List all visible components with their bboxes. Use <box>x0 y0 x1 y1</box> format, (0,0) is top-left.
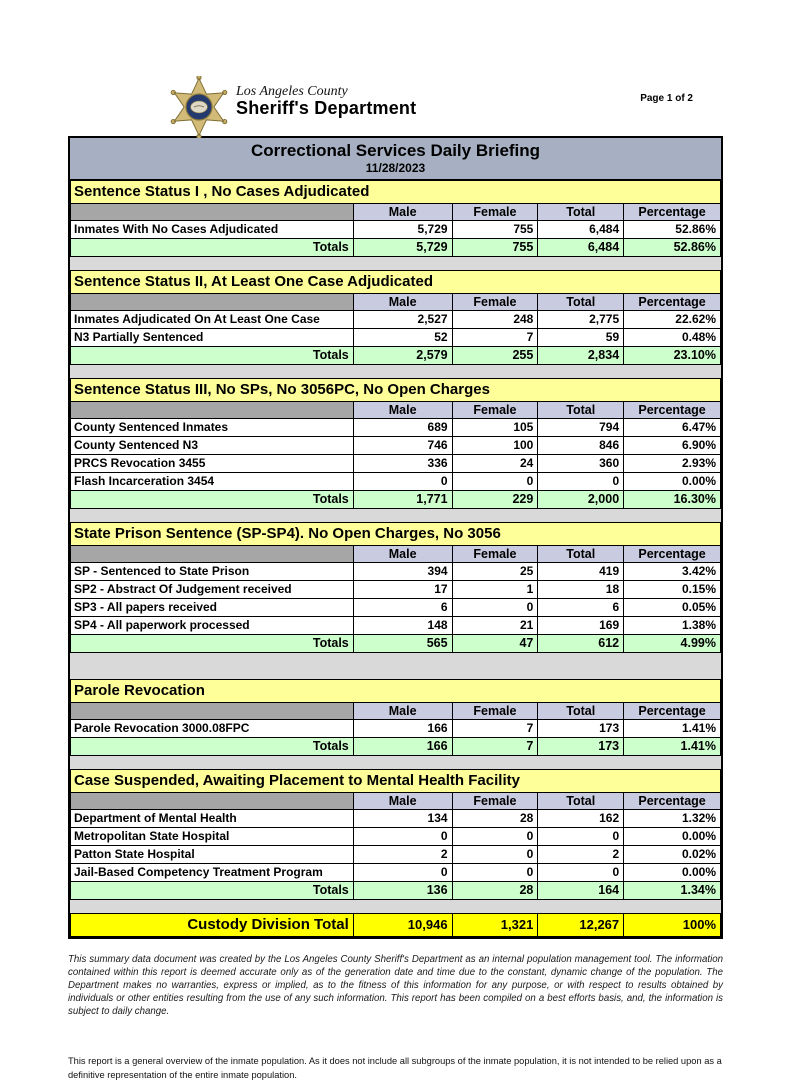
cell-female: 755 <box>452 239 538 257</box>
cell-percentage: 22.62% <box>624 311 721 329</box>
cell-male: 2,527 <box>353 311 452 329</box>
cell-total: 6,484 <box>538 221 624 239</box>
cell-female: 105 <box>452 419 538 437</box>
totals-row <box>71 491 721 509</box>
section-title: Case Suspended, Awaiting Placement to Mental Health Facility <box>71 770 721 793</box>
section-spacer <box>70 509 721 522</box>
column-header-total: Total <box>538 402 624 419</box>
column-header-male: Male <box>353 793 452 810</box>
cell-female: 7 <box>452 738 538 756</box>
column-header-total: Total <box>538 546 624 563</box>
row-label: SP4 - All paperwork processed <box>71 617 354 635</box>
sheriff-star-badge-icon <box>168 76 230 138</box>
row-label: Metropolitan State Hospital <box>71 828 354 846</box>
cell-percentage: 1.32% <box>624 810 721 828</box>
cell-total: 846 <box>538 437 624 455</box>
column-header-female: Female <box>452 402 538 419</box>
agency-logo <box>168 76 416 138</box>
table-row <box>71 311 721 329</box>
table-row <box>71 617 721 635</box>
cell-female: 100 <box>452 437 538 455</box>
table-row <box>71 563 721 581</box>
cell-percentage: 0.00% <box>624 864 721 882</box>
row-label: Flash Incarceration 3454 <box>71 473 354 491</box>
cell-male: 1,771 <box>353 491 452 509</box>
page-indicator: Page 1 of 2 <box>640 93 693 104</box>
cell-percentage: 52.86% <box>624 239 721 257</box>
column-header-total: Total <box>538 703 624 720</box>
table-row <box>71 581 721 599</box>
briefing-date: 11/28/2023 <box>365 161 426 175</box>
section-table-state-prison <box>70 522 721 653</box>
totals-label: Totals <box>71 882 354 900</box>
cell-total: 794 <box>538 419 624 437</box>
cell-percentage: 2.93% <box>624 455 721 473</box>
document-page <box>68 0 723 1082</box>
row-label: County Sentenced N3 <box>71 437 354 455</box>
section-table-sentence-status-2 <box>70 270 721 365</box>
cell-total: 2 <box>538 846 624 864</box>
row-label: Inmates Adjudicated On At Least One Case <box>71 311 354 329</box>
cell-total: 0 <box>538 864 624 882</box>
cell-female: 24 <box>452 455 538 473</box>
cell-female: 255 <box>452 347 538 365</box>
totals-row <box>71 239 721 257</box>
cell-percentage: 6.47% <box>624 419 721 437</box>
row-label: Inmates With No Cases Adjudicated <box>71 221 354 239</box>
cell-total: 59 <box>538 329 624 347</box>
column-header-percentage: Percentage <box>624 204 721 221</box>
table-row <box>71 720 721 738</box>
cell-percentage: 1.34% <box>624 882 721 900</box>
column-header-female: Female <box>452 204 538 221</box>
cell-male: 166 <box>353 720 452 738</box>
section-title: Sentence Status II, At Least One Case Adjudicated <box>71 271 721 294</box>
cell-total: 6,484 <box>538 239 624 257</box>
cell-male: 52 <box>353 329 452 347</box>
header-spacer-cell <box>71 793 354 810</box>
table-row <box>71 329 721 347</box>
row-label: SP3 - All papers received <box>71 599 354 617</box>
cell-total: 0 <box>538 473 624 491</box>
cell-female: 755 <box>452 221 538 239</box>
cell-total: 2,834 <box>538 347 624 365</box>
cell-total: 6 <box>538 599 624 617</box>
table-row <box>71 846 721 864</box>
cell-percentage: 0.00% <box>624 473 721 491</box>
cell-male: 6 <box>353 599 452 617</box>
grand-total-label: Custody Division Total <box>71 914 354 937</box>
cell-total: 12,267 <box>538 914 624 937</box>
totals-label: Totals <box>71 239 354 257</box>
cell-female: 7 <box>452 329 538 347</box>
table-row <box>71 437 721 455</box>
cell-total: 612 <box>538 635 624 653</box>
table-row <box>71 419 721 437</box>
table-row <box>71 473 721 491</box>
cell-female: 7 <box>452 720 538 738</box>
section-title: State Prison Sentence (SP-SP4). No Open Charges, No 3056 <box>71 523 721 546</box>
column-header-percentage: Percentage <box>624 793 721 810</box>
row-label: County Sentenced Inmates <box>71 419 354 437</box>
table-row <box>71 455 721 473</box>
totals-row <box>71 882 721 900</box>
cell-female: 1 <box>452 581 538 599</box>
section-title: Sentence Status III, No SPs, No 3056PC, No Open Charges <box>71 379 721 402</box>
table-row <box>71 828 721 846</box>
cell-total: 2,775 <box>538 311 624 329</box>
section-spacer <box>70 653 721 679</box>
cell-male: 0 <box>353 473 452 491</box>
cell-total: 173 <box>538 720 624 738</box>
cell-female: 0 <box>452 473 538 491</box>
cell-percentage: 100% <box>624 914 721 937</box>
totals-label: Totals <box>71 635 354 653</box>
cell-total: 360 <box>538 455 624 473</box>
footnote-text: This report is a general overview of the inmate population. As it does not include all subgroups of the inmate population, it is not intended to be relied upon as a definitive representation of the entire inmate population. <box>68 1056 722 1080</box>
department-name: Sheriff's Department <box>236 98 417 118</box>
section-title: Sentence Status I , No Cases Adjudicated <box>71 181 721 204</box>
cell-female: 47 <box>452 635 538 653</box>
header-spacer-cell <box>71 546 354 563</box>
cell-male: 136 <box>353 882 452 900</box>
cell-percentage: 3.42% <box>624 563 721 581</box>
column-header-female: Female <box>452 703 538 720</box>
column-header-male: Male <box>353 402 452 419</box>
column-header-female: Female <box>452 546 538 563</box>
column-header-male: Male <box>353 703 452 720</box>
cell-male: 134 <box>353 810 452 828</box>
column-header-female: Female <box>452 793 538 810</box>
table-row <box>71 221 721 239</box>
cell-male: 689 <box>353 419 452 437</box>
section-spacer <box>70 257 721 270</box>
cell-percentage: 0.15% <box>624 581 721 599</box>
column-header-female: Female <box>452 294 538 311</box>
row-label: Patton State Hospital <box>71 846 354 864</box>
totals-label: Totals <box>71 738 354 756</box>
grand-total-row <box>70 913 721 937</box>
column-header-percentage: Percentage <box>624 402 721 419</box>
cell-male: 5,729 <box>353 221 452 239</box>
cell-female: 248 <box>452 311 538 329</box>
row-label: Parole Revocation 3000.08FPC <box>71 720 354 738</box>
county-name: Los Angeles County <box>236 84 348 99</box>
section-table-mental-health <box>70 769 721 900</box>
totals-label: Totals <box>71 347 354 365</box>
cell-percentage: 0.02% <box>624 846 721 864</box>
cell-male: 2,579 <box>353 347 452 365</box>
agency-name <box>236 84 416 118</box>
cell-total: 162 <box>538 810 624 828</box>
briefing-header-bar <box>70 138 721 180</box>
section-spacer <box>70 756 721 769</box>
section-table-sentence-status-3 <box>70 378 721 509</box>
cell-total: 18 <box>538 581 624 599</box>
cell-percentage: 1.41% <box>624 738 721 756</box>
cell-percentage: 6.90% <box>624 437 721 455</box>
cell-male: 10,946 <box>353 914 452 937</box>
cell-female: 28 <box>452 882 538 900</box>
row-label: Department of Mental Health <box>71 810 354 828</box>
cell-male: 0 <box>353 864 452 882</box>
cell-male: 0 <box>353 828 452 846</box>
cell-total: 419 <box>538 563 624 581</box>
cell-male: 2 <box>353 846 452 864</box>
totals-row <box>71 635 721 653</box>
column-header-male: Male <box>353 204 452 221</box>
column-header-percentage: Percentage <box>624 703 721 720</box>
cell-female: 1,321 <box>452 914 538 937</box>
cell-female: 229 <box>452 491 538 509</box>
row-label: N3 Partially Sentenced <box>71 329 354 347</box>
cell-total: 2,000 <box>538 491 624 509</box>
cell-total: 164 <box>538 882 624 900</box>
cell-female: 28 <box>452 810 538 828</box>
disclaimer-text: This summary data document was created by the Los Angeles County Sheriff's Department as an internal population management tool. The information contained within this report is deemed accurate only as of the generation date and time due to the constant, dynamic change of the population. The Department makes no warranties, express or implied, as to the fitness of this information for any purpose, or with respect to results obtained by individuals or other entities resulting from the use of any such information. This report has been compiled on a best efforts basis, and, the information is subject to daily change. <box>68 954 723 1017</box>
column-header-total: Total <box>538 793 624 810</box>
header-spacer-cell <box>71 294 354 311</box>
section-table-sentence-status-1 <box>70 180 721 257</box>
cell-female: 0 <box>452 864 538 882</box>
briefing-title: Correctional Services Daily Briefing <box>250 141 541 160</box>
cell-percentage: 4.99% <box>624 635 721 653</box>
cell-total: 169 <box>538 617 624 635</box>
header-spacer-cell <box>71 703 354 720</box>
column-header-percentage: Percentage <box>624 546 721 563</box>
header-spacer-cell <box>71 204 354 221</box>
totals-row <box>71 347 721 365</box>
cell-female: 25 <box>452 563 538 581</box>
cell-percentage: 52.86% <box>624 221 721 239</box>
cell-percentage: 1.38% <box>624 617 721 635</box>
cell-percentage: 16.30% <box>624 491 721 509</box>
row-label: PRCS Revocation 3455 <box>71 455 354 473</box>
column-header-male: Male <box>353 546 452 563</box>
table-row <box>71 599 721 617</box>
cell-female: 0 <box>452 846 538 864</box>
cell-male: 166 <box>353 738 452 756</box>
cell-male: 5,729 <box>353 239 452 257</box>
cell-female: 21 <box>452 617 538 635</box>
cell-male: 746 <box>353 437 452 455</box>
cell-male: 565 <box>353 635 452 653</box>
row-label: SP - Sentenced to State Prison <box>71 563 354 581</box>
cell-male: 17 <box>353 581 452 599</box>
section-title: Parole Revocation <box>71 680 721 703</box>
table-row <box>71 810 721 828</box>
totals-row <box>71 738 721 756</box>
column-header-percentage: Percentage <box>624 294 721 311</box>
briefing-board <box>68 136 723 939</box>
section-spacer <box>70 900 721 913</box>
column-header-total: Total <box>538 204 624 221</box>
row-label: SP2 - Abstract Of Judgement received <box>71 581 354 599</box>
column-header-total: Total <box>538 294 624 311</box>
cell-percentage: 23.10% <box>624 347 721 365</box>
cell-percentage: 0.48% <box>624 329 721 347</box>
cell-female: 0 <box>452 599 538 617</box>
cell-female: 0 <box>452 828 538 846</box>
cell-male: 148 <box>353 617 452 635</box>
cell-total: 0 <box>538 828 624 846</box>
row-label: Jail-Based Competency Treatment Program <box>71 864 354 882</box>
section-spacer <box>70 365 721 378</box>
section-table-parole-revocation <box>70 679 721 756</box>
column-header-male: Male <box>353 294 452 311</box>
document-header <box>68 0 723 136</box>
table-row <box>71 864 721 882</box>
cell-percentage: 1.41% <box>624 720 721 738</box>
cell-percentage: 0.05% <box>624 599 721 617</box>
header-spacer-cell <box>71 402 354 419</box>
cell-male: 336 <box>353 455 452 473</box>
totals-label: Totals <box>71 491 354 509</box>
cell-percentage: 0.00% <box>624 828 721 846</box>
cell-male: 394 <box>353 563 452 581</box>
cell-total: 173 <box>538 738 624 756</box>
